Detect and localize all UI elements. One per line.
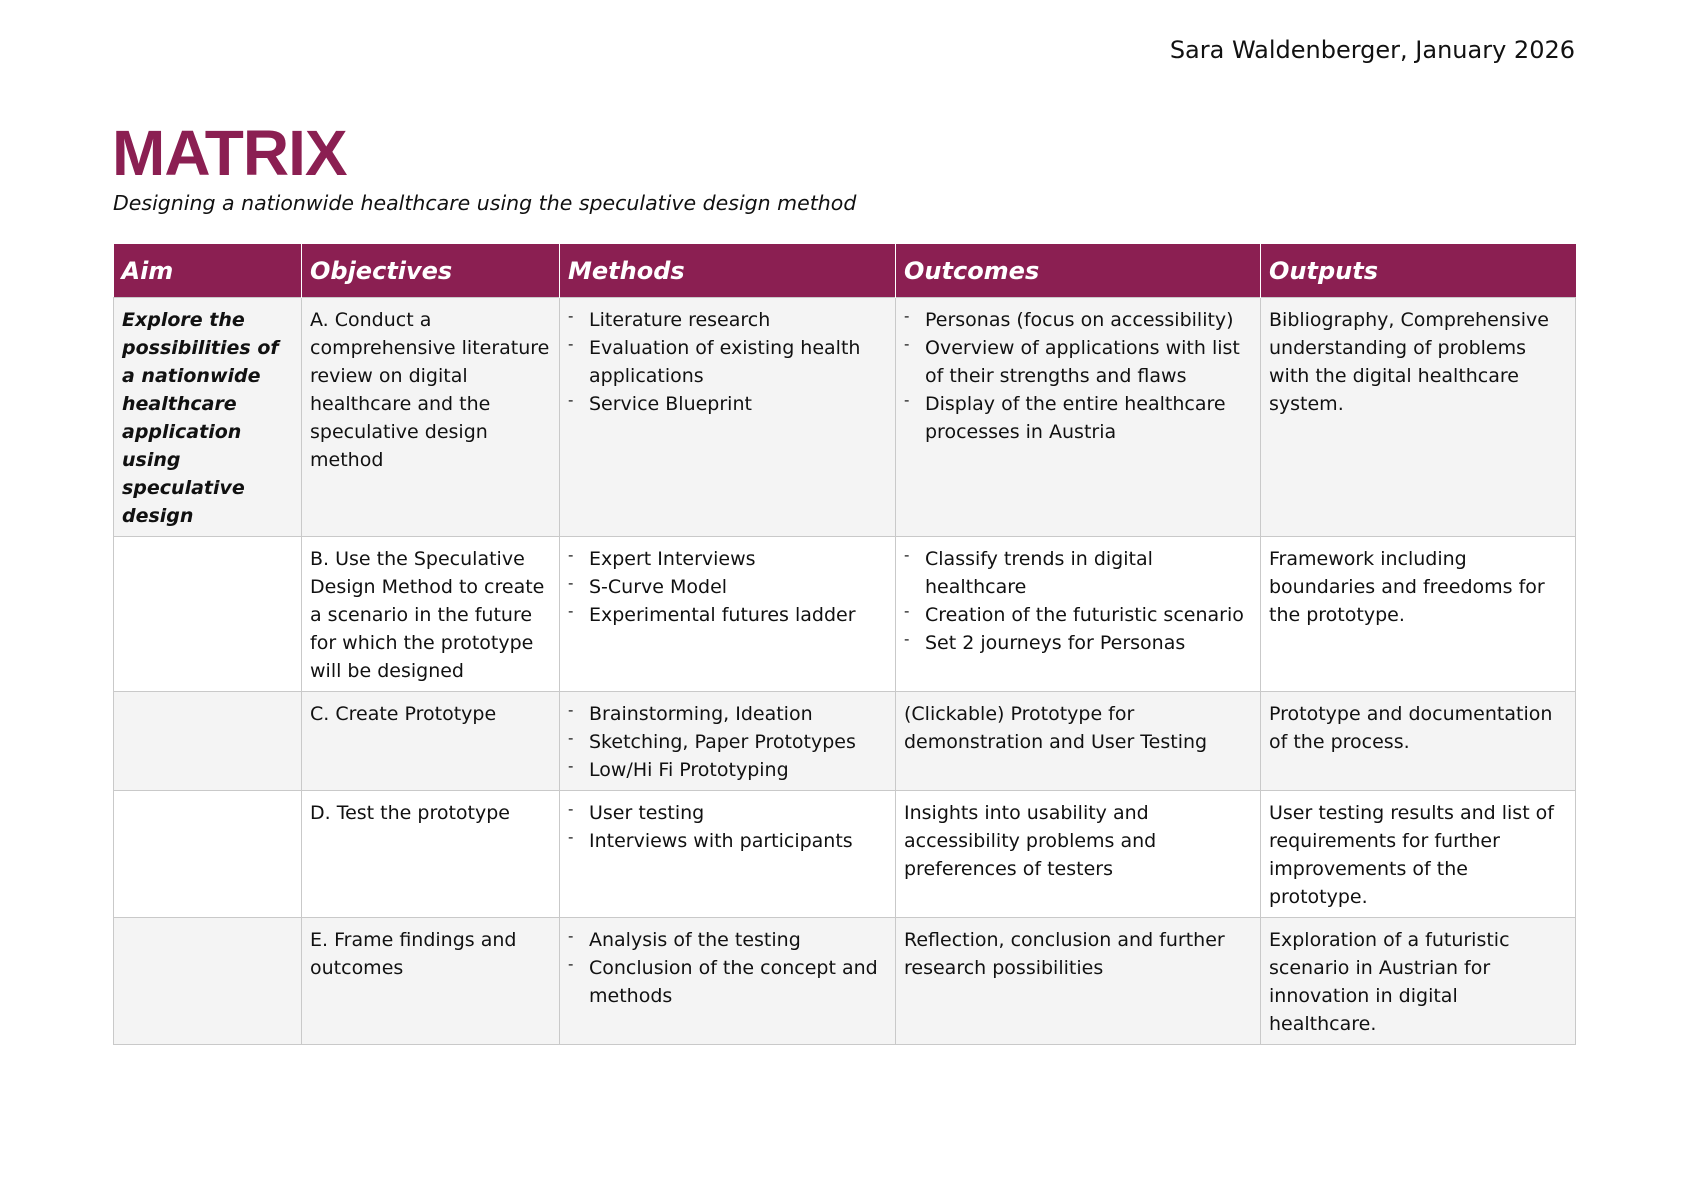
cell-text: (Clickable) Prototype for demonstration and User Testing (904, 703, 1208, 753)
cell-text: E. Frame findings and outcomes (310, 929, 517, 979)
list-item (568, 799, 887, 827)
outputs-cell (1261, 692, 1576, 791)
column-header-aim: Aim (114, 244, 302, 298)
bullet-list (904, 306, 1252, 446)
bullet-list (568, 700, 887, 784)
list-item (904, 334, 1252, 390)
dash-bullet-icon: - (568, 602, 574, 620)
list-item (568, 334, 887, 390)
table-row (114, 918, 1576, 1045)
objective-cell (302, 298, 560, 537)
list-item-text: Conclusion of the concept and methods (589, 957, 878, 1007)
list-item-text: Brainstorming, Ideation (589, 703, 813, 725)
list-item-text: Sketching, Paper Prototypes (589, 731, 856, 753)
aim-cell (114, 298, 302, 537)
table-row (114, 537, 1576, 692)
list-item (904, 601, 1252, 629)
objective-cell (302, 791, 560, 918)
dash-bullet-icon: - (568, 701, 574, 719)
cell-text: Exploration of a futuristic scenario in Austrian for innovation in digital healthcare. (1269, 929, 1510, 1035)
list-item-text: Analysis of the testing (589, 929, 801, 951)
bullet-list (568, 306, 887, 418)
column-header-objectives: Objectives (302, 244, 560, 298)
list-item-text: Personas (focus on accessibility) (925, 309, 1234, 331)
list-item (568, 306, 887, 334)
list-item-text: User testing (589, 802, 705, 824)
list-item (568, 728, 887, 756)
list-item (568, 926, 887, 954)
list-item-text: Service Blueprint (589, 393, 752, 415)
outputs-cell (1261, 791, 1576, 918)
outputs-cell (1261, 918, 1576, 1045)
dash-bullet-icon: - (904, 335, 910, 353)
list-item (568, 601, 887, 629)
cell-text: Insights into usability and accessibility problems and preferences of testers (904, 802, 1157, 880)
dash-bullet-icon: - (568, 757, 574, 775)
list-item-text: Experimental futures ladder (589, 604, 856, 626)
aim-cell (114, 918, 302, 1045)
list-item-text: Low/Hi Fi Prototyping (589, 759, 789, 781)
column-header-outputs: Outputs (1261, 244, 1576, 298)
methods-cell (560, 692, 896, 791)
dash-bullet-icon: - (568, 307, 574, 325)
cell-text: A. Conduct a comprehensive literature review on digital healthcare and the speculative design method (310, 309, 550, 471)
cell-text: B. Use the Speculative Design Method to create a scenario in the future for which the prototype will be designed (310, 548, 545, 682)
outcomes-cell (896, 298, 1261, 537)
cell-text: Explore the possibilities of a nationwide healthcare application using speculative design (122, 309, 279, 527)
methods-cell (560, 537, 896, 692)
column-header-outcomes: Outcomes (896, 244, 1261, 298)
outputs-cell (1261, 298, 1576, 537)
aim-cell (114, 791, 302, 918)
cell-text: C. Create Prototype (310, 703, 497, 725)
methods-cell (560, 918, 896, 1045)
list-item-text: Evaluation of existing health applications (589, 337, 861, 387)
author-date: Sara Waldenberger, January 2026 (1169, 36, 1575, 64)
bullet-list (904, 545, 1252, 657)
outcomes-cell (896, 918, 1261, 1045)
list-item-text: S-Curve Model (589, 576, 728, 598)
list-item-text: Set 2 journeys for Personas (925, 632, 1186, 654)
cell-text: Bibliography, Comprehensive understanding of problems with the digital healthcare system. (1269, 309, 1549, 415)
dash-bullet-icon: - (568, 391, 574, 409)
aim-cell (114, 537, 302, 692)
cell-text: D. Test the prototype (310, 802, 510, 824)
matrix-table (113, 244, 1576, 1045)
cell-text: User testing results and list of requirements for further improvements of the prototype. (1269, 802, 1554, 908)
dash-bullet-icon: - (568, 335, 574, 353)
bullet-list (568, 545, 887, 629)
aim-cell (114, 692, 302, 791)
cell-text: Reflection, conclusion and further research possibilities (904, 929, 1225, 979)
dash-bullet-icon: - (904, 391, 910, 409)
table-row (114, 298, 1576, 537)
table-row (114, 791, 1576, 918)
methods-cell (560, 298, 896, 537)
objective-cell (302, 918, 560, 1045)
list-item (904, 306, 1252, 334)
bullet-list (568, 926, 887, 1010)
page-title: MATRIX (112, 117, 347, 189)
dash-bullet-icon: - (904, 602, 910, 620)
bullet-list (568, 799, 887, 855)
list-item (568, 573, 887, 601)
list-item-text: Classify trends in digital healthcare (925, 548, 1153, 598)
list-item (568, 390, 887, 418)
column-header-methods: Methods (560, 244, 896, 298)
list-item (568, 827, 887, 855)
table-row (114, 692, 1576, 791)
list-item (568, 954, 887, 1010)
page-subtitle: Designing a nationwide healthcare using the speculative design method (113, 191, 857, 215)
dash-bullet-icon: - (568, 828, 574, 846)
dash-bullet-icon: - (568, 729, 574, 747)
list-item (904, 390, 1252, 446)
methods-cell (560, 791, 896, 918)
list-item (568, 545, 887, 573)
dash-bullet-icon: - (568, 800, 574, 818)
dash-bullet-icon: - (904, 307, 910, 325)
dash-bullet-icon: - (568, 955, 574, 973)
list-item (904, 545, 1252, 601)
list-item-text: Creation of the futuristic scenario (925, 604, 1244, 626)
dash-bullet-icon: - (568, 574, 574, 592)
dash-bullet-icon: - (904, 630, 910, 648)
list-item-text: Display of the entire healthcare processes in Austria (925, 393, 1226, 443)
list-item-text: Interviews with participants (589, 830, 853, 852)
objective-cell (302, 692, 560, 791)
objective-cell (302, 537, 560, 692)
outputs-cell (1261, 537, 1576, 692)
cell-text: Framework including boundaries and freedoms for the prototype. (1269, 548, 1545, 626)
dash-bullet-icon: - (568, 546, 574, 564)
dash-bullet-icon: - (568, 927, 574, 945)
list-item-text: Expert Interviews (589, 548, 756, 570)
outcomes-cell (896, 692, 1261, 791)
list-item (568, 756, 887, 784)
list-item-text: Overview of applications with list of their strengths and flaws (925, 337, 1240, 387)
list-item-text: Literature research (589, 309, 771, 331)
outcomes-cell (896, 791, 1261, 918)
cell-text: Prototype and documentation of the process. (1269, 703, 1553, 753)
dash-bullet-icon: - (904, 546, 910, 564)
table-header-row (114, 244, 1576, 298)
outcomes-cell (896, 537, 1261, 692)
list-item (568, 700, 887, 728)
list-item (904, 629, 1252, 657)
